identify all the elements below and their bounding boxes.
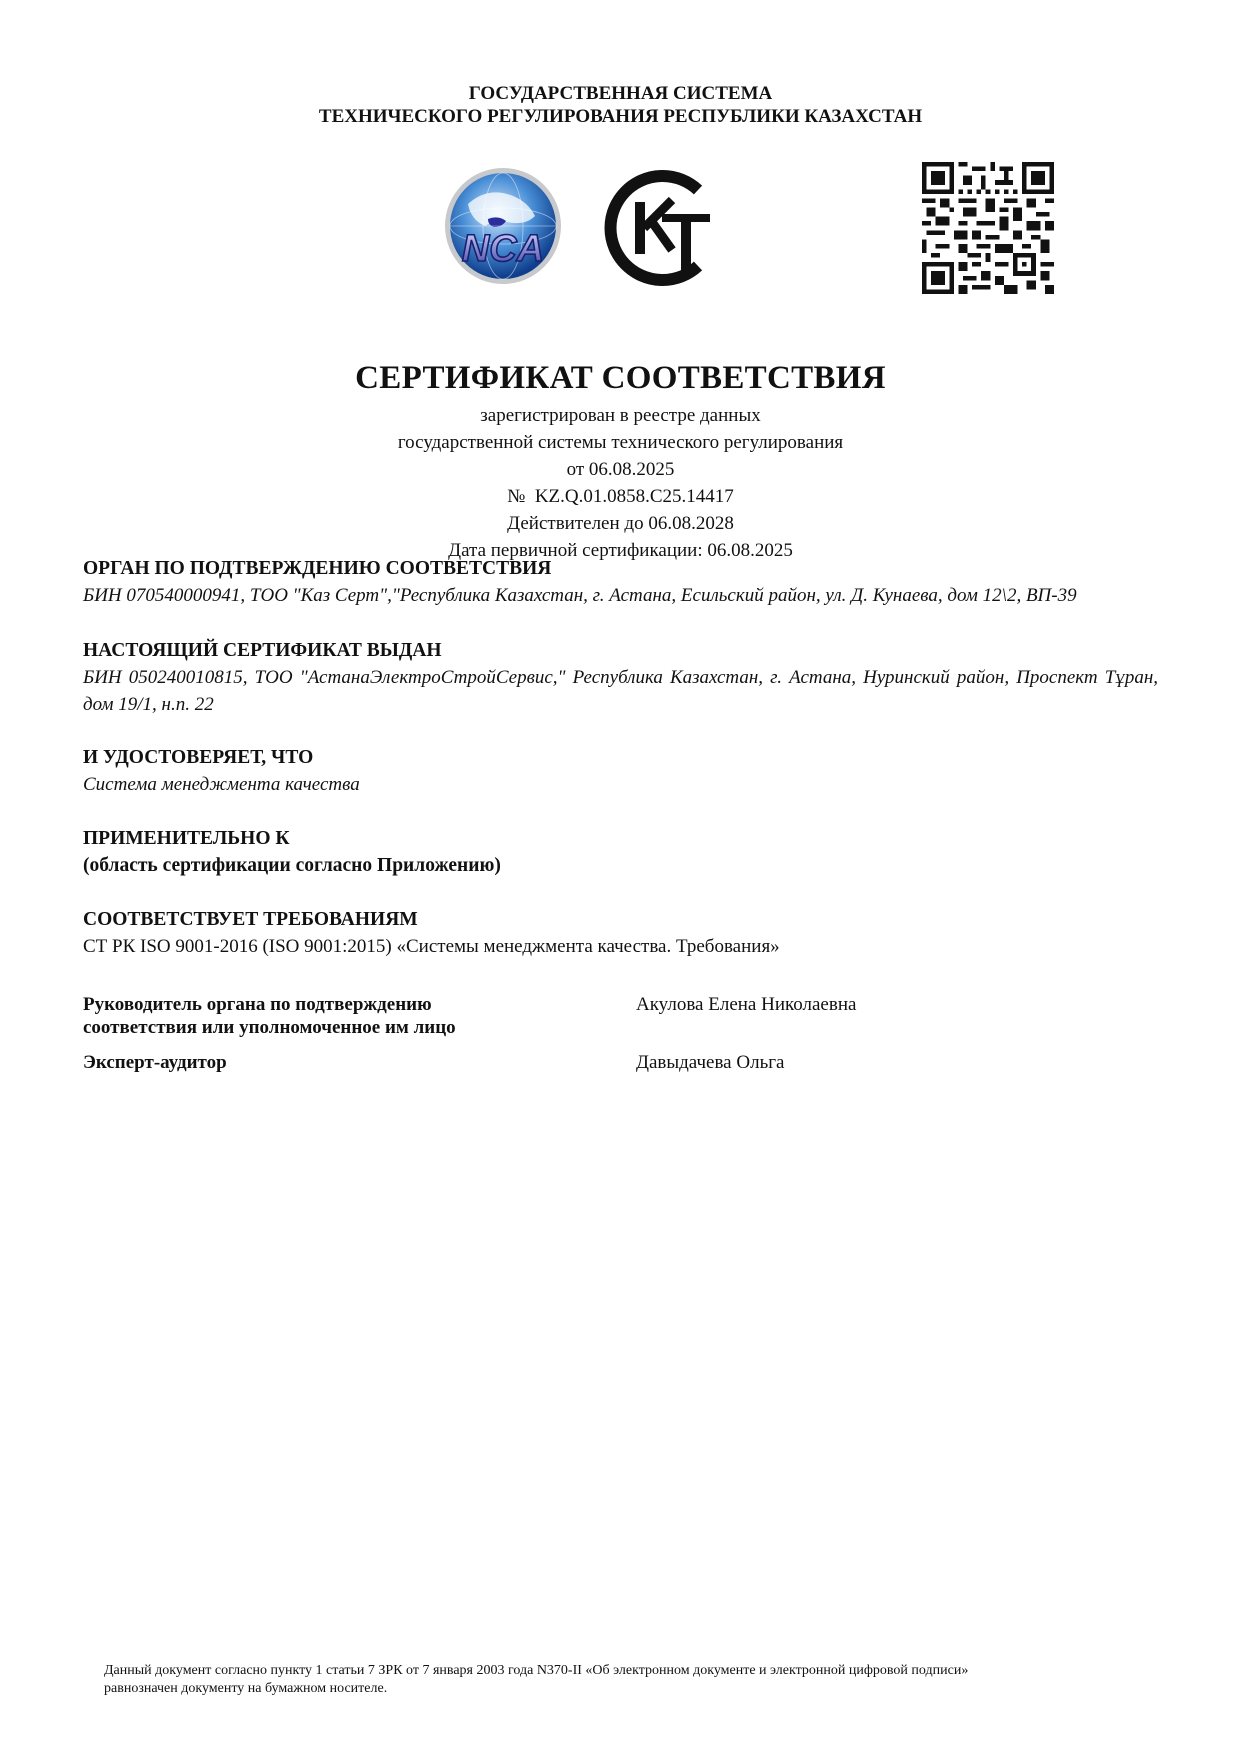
section-certification-body (83, 555, 1158, 609)
footer-line-2: равнозначен документу на бумажном носителе. (104, 1681, 388, 1696)
legal-footer-note (104, 1662, 1164, 1698)
signature-row-head (83, 993, 1158, 1043)
certification-scope: (область сертификации согласно Приложению) (83, 855, 501, 876)
standard-requirements: СТ РК ISO 9001-2016 (ISO 9001:2015) «Системы менеджмента качества. Требования» (83, 936, 780, 957)
kt-conformity-mark-icon (600, 164, 720, 292)
section-heading: ОРГАН ПО ПОДТВЕРЖДЕНИЮ СООТВЕТСТВИЯ (83, 558, 552, 579)
section-certifies (83, 744, 1158, 798)
section-heading: И УДОСТОВЕРЯЕТ, ЧТО (83, 747, 314, 768)
auditor-label: Эксперт-аудитор (83, 1052, 227, 1073)
qr-code-icon (922, 162, 1054, 294)
section-heading: ПРИМЕНИТЕЛЬНО К (83, 828, 290, 849)
auditor-name: Давыдачева Ольга (636, 1052, 785, 1073)
section-heading: НАСТОЯЩИЙ СЕРТИФИКАТ ВЫДАН (83, 640, 442, 661)
header-line-2: ТЕХНИЧЕСКОГО РЕГУЛИРОВАНИЯ РЕСПУБЛИКИ КАЗАХСТАН (318, 106, 923, 127)
section-heading: СООТВЕТСТВУЕТ ТРЕБОВАНИЯМ (83, 909, 418, 930)
certification-body-details: БИН 070540000941, ТОО "Каз Серт","Республика Казахстан, г. Астана, Есильский район, ул. Д. Кунаева, дом 12\2, ВП-39 (83, 585, 1077, 606)
valid-until: Действителен до 06.08.2028 (507, 513, 734, 534)
registered-line-2: государственной системы технического регулирования (397, 432, 844, 453)
registration-block (0, 402, 1241, 564)
certificate-title: СЕРТИФИКАТ СООТВЕТСТВИЯ (355, 360, 886, 396)
head-signatory-name: Акулова Елена Николаевна (636, 994, 857, 1015)
footer-line-1: Данный документ согласно пункту 1 статьи 7 ЗРК от 7 января 2003 года N370-II «Об электронном документе и электронной цифровой подписи» (104, 1663, 969, 1678)
issued-to-details: БИН 050240010815, ТОО "АстанаЭлектроСтройСервис," Республика Казахстан, г. Астана, Нуринский район, Проспект Тұран, дом 19/1, н.п. 22 (83, 667, 1158, 715)
registration-date: от 06.08.2025 (566, 459, 675, 480)
header-line-1: ГОСУДАРСТВЕННАЯ СИСТЕМА (468, 83, 773, 104)
section-issued-to (83, 637, 1158, 718)
nca-globe-logo-icon (428, 164, 578, 292)
registered-line-1: зарегистрирован в реестре данных (480, 405, 761, 426)
nca-logo-text: NCA (461, 228, 545, 270)
primary-certification-date: Дата первичной сертификации: 06.08.2025 (448, 540, 793, 561)
certified-object: Система менеджмента качества (83, 774, 360, 795)
section-applicable-to (83, 825, 1158, 879)
head-signatory-label: Руководитель органа по подтверждению соответствия или уполномоченное им лицо (83, 994, 456, 1038)
section-complies-with (83, 906, 1158, 960)
signature-row-auditor (83, 1051, 1158, 1075)
certificate-number: № KZ.Q.01.0858.C25.14417 (507, 486, 734, 507)
government-header (0, 82, 1241, 128)
